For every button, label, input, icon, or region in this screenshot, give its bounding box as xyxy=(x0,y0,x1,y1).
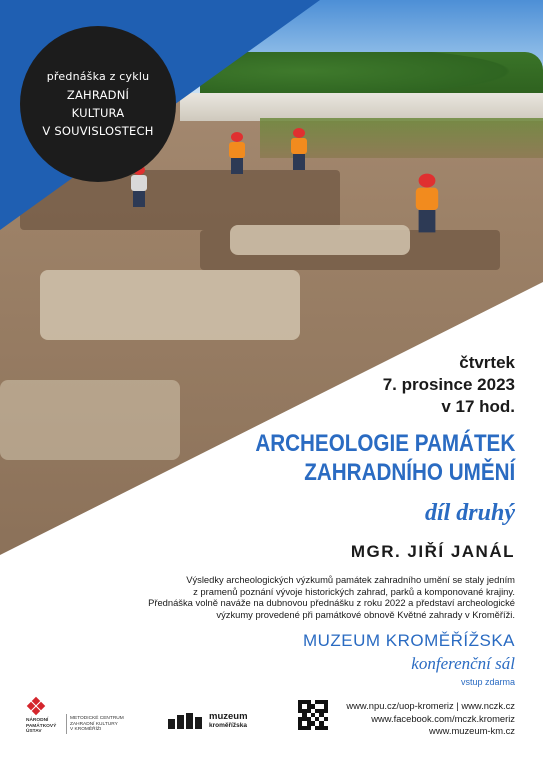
description-line: Výsledky archeologických výzkumů památek zahradního umění se staly jedním xyxy=(186,574,515,585)
venue-entry: vstup zdarma xyxy=(460,677,515,687)
title-line: ARCHEOLOGIE PAMÁTEK xyxy=(255,430,515,457)
photo-worker xyxy=(228,132,246,174)
event-date: 7. prosince 2023 xyxy=(382,375,515,394)
venue-block xyxy=(303,631,515,687)
photo-worker xyxy=(290,128,308,170)
npu-center-name: METODICKÉ CENTRUM ZAHRADNÍ KULTURY V KROMĚŘÍŽI xyxy=(70,716,124,733)
venue-museum: MUZEUM KROMĚŘÍŽSKA xyxy=(302,631,515,650)
npu-name: NÁRODNÍ PAMÁTKOVÝ ÚSTAV xyxy=(26,718,57,735)
link-museum[interactable]: www.muzeum-km.cz xyxy=(429,725,515,736)
contact-links xyxy=(346,700,515,738)
lecture-title xyxy=(255,429,515,487)
event-datetime xyxy=(383,352,515,418)
npu-logo xyxy=(26,698,151,738)
speaker-name: MGR. JIŘÍ JANÁL xyxy=(350,542,515,561)
museum-mark-icon xyxy=(168,713,204,729)
npu-mark-icon xyxy=(28,698,44,714)
museum-logo-text: muzeum kroměřížska xyxy=(209,711,248,729)
photo-foundation xyxy=(40,270,300,340)
lecture-description xyxy=(115,574,515,620)
photo-wall xyxy=(180,93,543,121)
photo-foundation xyxy=(230,225,410,255)
description-line: výzkumy provedené při památkové obnově Květné zahrady v Kroměříži. xyxy=(216,608,515,620)
description-line: Přednáška volně naváže na dubnovou přednášku z roku 2022 a představí archeologické xyxy=(148,597,515,609)
event-time: v 17 hod. xyxy=(441,397,515,416)
description-line: z pramenů poznání vývoje historických zahrad, parků a komponované krajiny. xyxy=(193,585,515,597)
title-line: ZAHRADNÍHO UMĚNÍ xyxy=(304,459,515,486)
series-badge-line: přednáška z cyklu xyxy=(46,70,150,83)
lecture-subtitle: díl druhý xyxy=(424,500,515,526)
qr-code-icon xyxy=(298,700,328,730)
series-badge-line: KULTURA xyxy=(71,106,125,120)
series-badge xyxy=(20,26,176,182)
series-badge-line: ZAHRADNÍ xyxy=(66,88,130,102)
event-day: čtvrtek xyxy=(459,353,515,372)
logo-divider xyxy=(66,714,67,734)
link-facebook[interactable]: www.facebook.com/mczk.kromeriz xyxy=(371,712,515,724)
venue-hall: konferenční sál xyxy=(411,654,515,673)
series-badge-line: V SOUVISLOSTECH xyxy=(42,124,154,138)
photo-worker xyxy=(414,174,439,233)
museum-logo xyxy=(168,712,248,730)
photo-rubble xyxy=(0,380,180,460)
link-npu-nczk[interactable]: www.npu.cz/uop-kromeriz | www.nczk.cz xyxy=(346,700,515,711)
